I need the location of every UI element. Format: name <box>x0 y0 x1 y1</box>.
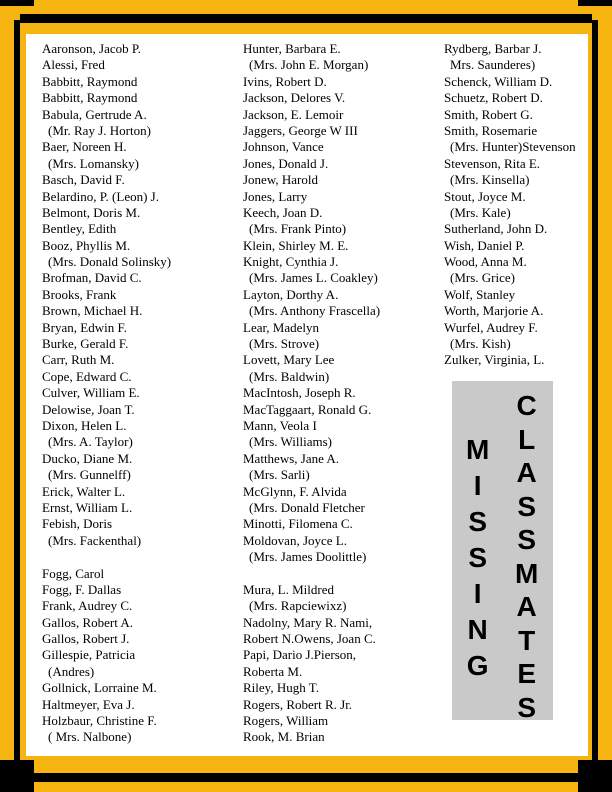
classmate-line: Mann, Veola I <box>243 417 317 433</box>
classmate-line: Wish, Daniel P. <box>444 237 525 253</box>
classmate-line: Hunter, Barbara E. <box>243 41 341 56</box>
names-column-2 <box>243 41 380 746</box>
classmate-line: Culver, William E. <box>42 385 140 401</box>
banner-word-classmates <box>515 392 538 727</box>
classmate-line: Basch, David F. <box>42 172 125 188</box>
names-column-1 <box>42 41 171 746</box>
classmate-line: Klein, Shirley M. E. <box>243 237 349 253</box>
classmate-line: Rydberg, Barbar J. <box>444 41 542 56</box>
classmate-line: Babbitt, Raymond <box>42 90 138 106</box>
banner-letter: S <box>468 506 487 537</box>
classmate-line: Layton, Dorthy A. <box>243 286 339 302</box>
classmate-line: (Mrs. Fackenthal) <box>48 532 142 548</box>
classmate-line: (Mrs. Hunter)Stevenson <box>450 139 576 155</box>
classmate-line: Alessi, Fred <box>42 57 105 73</box>
classmate-line: Schuetz, Robert D. <box>444 90 543 106</box>
classmate-line: Cope, Edward C. <box>42 368 132 384</box>
banner-letter: S <box>468 542 487 573</box>
classmate-line: Fogg, Carol <box>42 565 105 581</box>
classmate-line: Lovett, Mary Lee <box>243 352 335 368</box>
classmate-line: (Mrs. Kish) <box>450 336 511 352</box>
classmate-line: (Mrs. A. Taylor) <box>48 434 133 450</box>
classmate-line: Gallos, Robert A. <box>42 614 133 630</box>
classmate-line: Worth, Marjorie A. <box>444 303 544 319</box>
classmate-line: (Mrs. Rapciewixz) <box>249 598 347 614</box>
classmate-line: Johnson, Vance <box>243 139 324 155</box>
classmate-line: Matthews, Jane A. <box>243 450 340 466</box>
banner-word-missing <box>466 436 489 688</box>
classmate-line: Rogers, Robert R. Jr. <box>243 696 353 712</box>
classmate-line: Lear, Madelyn <box>243 319 320 335</box>
classmate-line: (Mrs. Donald Fletcher <box>249 499 365 515</box>
banner-letter: S <box>517 524 536 555</box>
classmate-line: Dixon, Helen L. <box>42 417 127 433</box>
classmate-line: (Mrs. Baldwin) <box>249 368 330 384</box>
classmate-line: Minotti, Filomena C. <box>243 516 353 532</box>
classmate-line: Burke, Gerald F. <box>42 336 129 352</box>
classmate-line: ( Mrs. Nalbone) <box>48 729 132 745</box>
classmate-line: MacTaggaart, Ronald G. <box>243 401 372 417</box>
banner-letter: C <box>516 390 537 421</box>
classmate-line: (Andres) <box>48 663 95 679</box>
classmate-line: Jones, Donald J. <box>243 155 329 171</box>
left-border-line <box>14 20 20 772</box>
corner-bottom-right <box>578 760 612 792</box>
classmate-line: (Mrs. John E. Morgan) <box>249 57 369 73</box>
banner-letter: G <box>466 650 489 681</box>
classmate-line: (Mrs. Williams) <box>249 434 333 450</box>
classmate-line: Knight, Cynthia J. <box>243 254 339 270</box>
classmate-line: Rogers, William <box>243 713 329 729</box>
classmate-line: Rook, M. Brian <box>243 729 325 745</box>
banner-letter: T <box>518 624 536 656</box>
classmate-line: Schenck, William D. <box>444 73 553 89</box>
classmate-line: Brooks, Frank <box>42 286 117 302</box>
classmate-line: Jonew, Harold <box>243 172 318 188</box>
banner-letter: N <box>467 614 488 645</box>
classmate-line: (Mrs. Gunnelff) <box>48 467 131 483</box>
classmate-line: Smith, Robert G. <box>444 106 533 122</box>
classmate-line: Ducko, Diane M. <box>42 450 133 466</box>
classmate-line: Gollnick, Lorraine M. <box>42 680 157 696</box>
classmate-line: Holzbaur, Christine F. <box>42 713 157 729</box>
classmate-line: Bentley, Edith <box>42 221 117 237</box>
classmate-line: Ivins, Robert D. <box>243 73 327 89</box>
classmate-line: Baer, Noreen H. <box>42 139 127 155</box>
classmate-line: Fogg, F. Dallas <box>42 581 122 597</box>
names-column-3 <box>444 41 588 369</box>
classmate-line <box>243 566 380 582</box>
classmate-line: Wurfel, Audrey F. <box>444 319 538 335</box>
classmate-line: Papi, Dario J.Pierson, <box>243 647 357 663</box>
banner-letter: L <box>518 423 536 455</box>
classmate-line: Gillespie, Patricia <box>42 647 136 663</box>
banner-letter: I <box>473 470 482 501</box>
corner-top-left <box>0 0 34 6</box>
classmate-line: Babula, Gertrude A. <box>42 106 147 122</box>
classmate-line: Keech, Joan D. <box>243 204 323 220</box>
classmate-line: McGlynn, F. Alvida <box>243 483 347 499</box>
classmate-line: (Mrs. James L. Coakley) <box>249 270 378 286</box>
classmate-line: Erick, Walter L. <box>42 483 126 499</box>
corner-top-right <box>578 0 612 6</box>
classmate-line: Jones, Larry <box>243 188 308 204</box>
classmate-line: Haltmeyer, Eva J. <box>42 696 135 712</box>
bottom-border-line <box>20 773 592 782</box>
banner-letter: M <box>466 434 490 465</box>
classmate-line: Febish, Doris <box>42 516 113 532</box>
classmates-page <box>26 34 588 756</box>
banner-letter: E <box>517 658 536 689</box>
classmate-line: (Mrs. Kinsella) <box>450 172 530 188</box>
classmate-line: (Mrs. Lomansky) <box>48 155 139 171</box>
classmate-line: Ernst, William L. <box>42 499 133 515</box>
classmate-line: Smith, Rosemarie <box>444 122 538 138</box>
top-border-line <box>20 14 592 23</box>
classmate-line: Booz, Phyllis M. <box>42 237 131 253</box>
classmate-line: (Mrs. Strove) <box>249 336 320 352</box>
classmate-line: Jaggers, George W III <box>243 122 358 138</box>
classmate-line: Robert N.Owens, Joan C. <box>243 631 376 647</box>
classmate-line: Riley, Hugh T. <box>243 680 319 696</box>
classmate-line <box>42 549 171 565</box>
classmate-line: MacIntosh, Joseph R. <box>243 385 356 401</box>
classmate-line: Wolf, Stanley <box>444 286 516 302</box>
missing-classmates-banner <box>452 381 553 723</box>
classmate-line: Zulker, Virginia, L. <box>444 352 545 368</box>
classmate-line: Belardino, P. (Leon) J. <box>42 188 159 204</box>
classmate-line: Brown, Michael H. <box>42 303 143 319</box>
classmate-line: (Mr. Ray J. Horton) <box>48 122 151 138</box>
banner-letter: A <box>516 591 537 622</box>
classmate-line: Delowise, Joan T. <box>42 401 135 417</box>
classmate-line: Gallos, Robert J. <box>42 631 130 647</box>
classmate-line: (Mrs. James Doolittle) <box>249 549 367 565</box>
classmate-line: Stevenson, Rita E. <box>444 155 541 171</box>
banner-letter: A <box>516 457 537 488</box>
banner-letter: M <box>515 557 539 589</box>
classmate-line: Moldovan, Joyce L. <box>243 532 347 548</box>
classmate-line: Mura, L. Mildred <box>243 581 334 597</box>
classmate-line: Carr, Ruth M. <box>42 352 115 368</box>
classmate-line: (Mrs. Frank Pinto) <box>249 221 347 237</box>
classmate-line: Jackson, E. Lemoir <box>243 106 344 122</box>
classmate-line: Mrs. Saunderes) <box>450 57 536 73</box>
classmate-line: (Mrs. Kale) <box>450 204 511 220</box>
classmate-line: Wood, Anna M. <box>444 254 527 270</box>
banner-letter: I <box>473 578 482 609</box>
classmate-line: (Mrs. Anthony Frascella) <box>249 303 381 319</box>
classmate-line: Roberta M. <box>243 663 303 679</box>
classmate-line: Babbitt, Raymond <box>42 73 138 89</box>
classmate-line: (Mrs. Grice) <box>450 270 515 286</box>
classmate-line: Aaronson, Jacob P. <box>42 41 141 56</box>
classmate-line: Brofman, David C. <box>42 270 142 286</box>
classmate-line: Nadolny, Mary R. Nami, <box>243 614 373 630</box>
classmate-line: (Mrs. Sarli) <box>249 467 310 483</box>
classmate-line: Jackson, Delores V. <box>243 90 346 106</box>
classmate-line: Frank, Audrey C. <box>42 598 133 614</box>
classmate-line: Sutherland, John D. <box>444 221 548 237</box>
right-border-line <box>592 20 598 772</box>
banner-letter: S <box>517 691 536 723</box>
banner-letter: S <box>517 490 536 522</box>
classmate-line: Stout, Joyce M. <box>444 188 526 204</box>
classmate-line: Belmont, Doris M. <box>42 204 141 220</box>
classmate-line: (Mrs. Donald Solinsky) <box>48 254 172 270</box>
classmate-line: Bryan, Edwin F. <box>42 319 127 335</box>
corner-bottom-left <box>0 760 34 792</box>
